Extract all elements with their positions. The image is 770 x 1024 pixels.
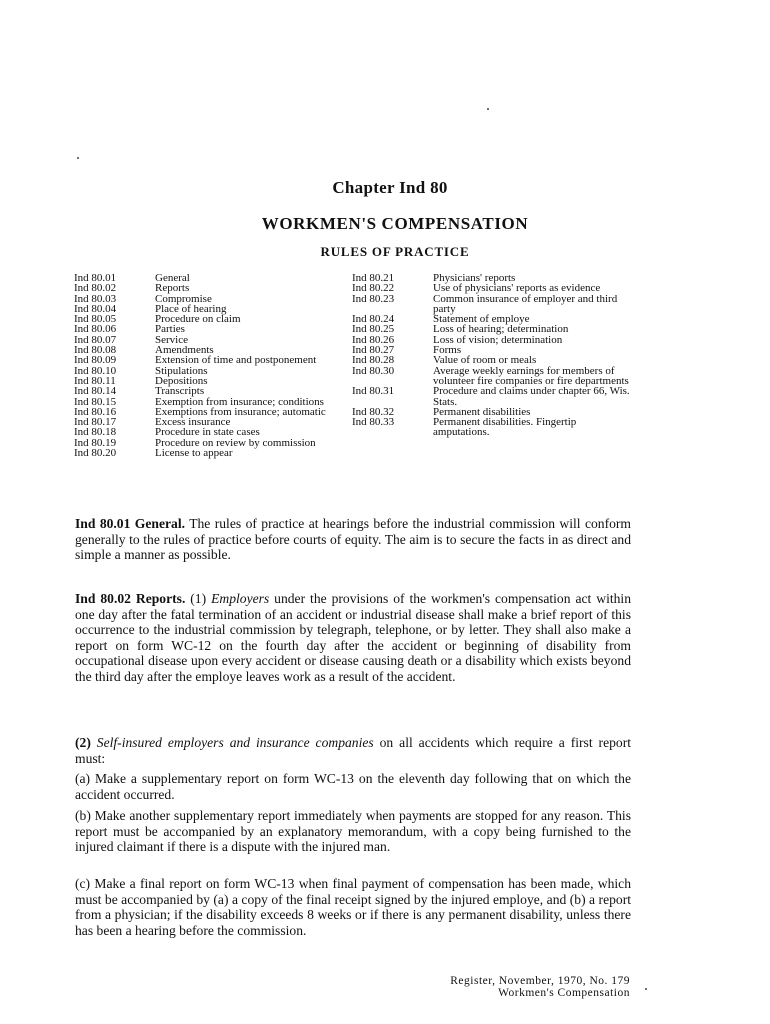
toc-section-title: Compromise (155, 292, 212, 305)
toc-section-title: Loss of hearing; determination (433, 323, 569, 336)
toc-section-number: Ind 80.30 (352, 364, 395, 377)
toc-section-title: Statement of employe (433, 313, 530, 326)
toc-entry (352, 335, 634, 345)
toc-section-title: Depositions (155, 374, 208, 387)
toc-section-number: Ind 80.26 (352, 333, 395, 346)
section-text: (a) Make a supplementary report on form WC-13 on the eleventh day following that on which the accident occurred. (75, 771, 631, 802)
toc-entry (352, 294, 634, 315)
section-text: (b) Make another supplementary report immediately when payments are stopped for any reason. This report must be accompanied by an explanatory memorandum, with a copy being furnished to the injured claimant if there is a dispute with the injured man. (75, 808, 631, 855)
toc-section-number: Ind 80.01 (74, 272, 117, 284)
toc-section-number: Ind 80.18 (74, 426, 117, 439)
toc-section-number: Ind 80.20 (74, 447, 117, 460)
section-heading: Ind 80.01 General. (75, 516, 186, 531)
toc-section-number: Ind 80.04 (74, 302, 117, 315)
toc-entry (74, 335, 354, 345)
section-80-02 (75, 591, 631, 685)
toc-entry (74, 355, 354, 365)
toc-section-title: Transcripts (155, 385, 205, 398)
toc-section-title: Physicians' reports (433, 272, 516, 284)
toc-section-title: License to appear (155, 447, 233, 460)
subsection-c (75, 876, 631, 938)
toc-section-title: Use of physicians' reports as evidence (433, 282, 601, 295)
toc-entry (74, 314, 354, 324)
toc-entry (352, 417, 634, 438)
toc-section-title: Forms (433, 344, 462, 357)
section-text-italic: Employers (211, 591, 270, 606)
section-text: under the provisions of the workmen's compensation act within one day after the fatal termination of an accident or industrial disease shall make a brief report of this occurrence to the industrial commission by telegraph, telephone, or by letter. They shall also make a report on form WC-12 on the fourth day after the accident or beginning of disability from occupational disease upon every accident or disease causing death or a disability which exists beyond the third day after the employe leaves work as a result of the accident. (75, 591, 631, 684)
scan-speck (645, 988, 647, 990)
toc-section-number: Ind 80.08 (74, 344, 117, 357)
scan-speck (487, 108, 489, 110)
toc-section-number: Ind 80.02 (74, 282, 117, 295)
toc-section-title: Procedure on review by commission (155, 436, 316, 449)
toc-section-number: Ind 80.32 (352, 405, 395, 418)
subsection-2 (75, 735, 631, 766)
toc-entry (74, 273, 354, 283)
toc-section-title: Permanent disabilities (433, 405, 531, 418)
toc-entry (74, 376, 354, 386)
toc-section-title: Stipulations (155, 364, 208, 377)
toc-section-number: Ind 80.11 (74, 374, 116, 387)
toc-section-title: Permanent disabilities. Fingertip amputations. (433, 416, 577, 439)
section-text: (c) Make a final report on form WC-13 when final payment of compensation has been made, which must be accompanied by (a) a copy of the final receipt signed by the injured employe, and (b) a report from a physician; if the disability exceeds 8 weeks or if there is any permanent disability, unless there has been a hearing before the commission. (75, 876, 631, 938)
section-heading: Ind 80.02 Reports. (75, 591, 186, 606)
toc-entry (74, 324, 354, 334)
toc-left-column (74, 273, 354, 458)
section-text-italic: Self-insured employers and insurance companies (96, 735, 374, 750)
toc-section-title: Procedure and claims under chapter 66, Wis. Stats. (433, 385, 630, 408)
toc-section-number: Ind 80.14 (74, 385, 117, 398)
toc-section-number: Ind 80.03 (74, 292, 117, 305)
section-text: on all accidents which require a first report must: (75, 735, 631, 766)
toc-section-title: Exemptions from insurance; automatic (155, 405, 326, 418)
toc-entry (74, 366, 354, 376)
scan-speck (77, 157, 79, 159)
toc-section-number: Ind 80.25 (352, 323, 395, 336)
toc-section-number: Ind 80.17 (74, 416, 117, 429)
toc-section-title: Excess insurance (155, 416, 231, 429)
toc-section-title: Place of hearing (155, 302, 227, 315)
toc-section-number: Ind 80.07 (74, 333, 117, 346)
toc-entry (74, 283, 354, 293)
footer-subject: Workmen's Compensation (498, 987, 630, 999)
page-title: WORKMEN'S COMPENSATION (261, 214, 529, 233)
toc-section-title: Parties (155, 323, 185, 336)
toc-section-number: Ind 80.16 (74, 405, 117, 418)
toc-section-number: Ind 80.10 (74, 364, 117, 377)
toc-section-number: Ind 80.15 (74, 395, 117, 408)
toc-section-title: Service (155, 333, 188, 346)
toc-entry (74, 448, 354, 458)
page-subtitle: RULES OF PRACTICE (320, 244, 470, 259)
section-text: (1) (185, 591, 212, 606)
subsection-b (75, 808, 631, 855)
subsection-number: (2) (75, 735, 97, 750)
toc-section-number: Ind 80.22 (352, 282, 395, 295)
toc-section-title: Common insurance of employer and third party (433, 292, 618, 315)
toc-section-title: Procedure on claim (155, 313, 241, 326)
toc-section-number: Ind 80.28 (352, 354, 395, 367)
toc-section-number: Ind 80.06 (74, 323, 117, 336)
toc-section-title: Exemption from insurance; conditions (155, 395, 324, 408)
toc-section-number: Ind 80.31 (352, 385, 395, 398)
toc-entry (352, 366, 634, 387)
section-text: The rules of practice at hearings before the industrial commission will conform generally to the rules of practice before courts of equity. The aim is to secure the facts in as direct and simple a manner as possible. (75, 516, 632, 563)
toc-section-title: Procedure in state cases (155, 426, 260, 439)
toc-section-number: Ind 80.05 (74, 313, 117, 326)
toc-section-number: Ind 80.21 (352, 272, 395, 284)
toc-section-number: Ind 80.19 (74, 436, 117, 449)
subsection-a (75, 771, 631, 802)
page-footer (450, 975, 630, 999)
toc-section-title: Reports (155, 282, 190, 295)
register-line: Register, November, 1970, No. 179 (450, 975, 630, 987)
toc-right-column (352, 273, 634, 438)
chapter-title: Chapter Ind 80 (332, 178, 448, 197)
toc-section-title: Value of room or meals (433, 354, 537, 367)
toc-section-number: Ind 80.23 (352, 292, 395, 305)
toc-section-number: Ind 80.09 (74, 354, 117, 367)
toc-section-number: Ind 80.33 (352, 416, 395, 429)
toc-section-title: Average weekly earnings for members of volunteer fire companies or fire departments (433, 364, 629, 387)
section-80-01 (75, 516, 631, 563)
toc-section-number: Ind 80.24 (352, 313, 395, 326)
toc-section-title: Loss of vision; determination (433, 333, 563, 346)
toc-section-title: Extension of time and postponement (155, 354, 317, 367)
toc-entry (352, 386, 634, 407)
toc-section-number: Ind 80.27 (352, 344, 395, 357)
toc-section-title: Amendments (155, 344, 214, 357)
toc-section-title: General (155, 272, 190, 284)
